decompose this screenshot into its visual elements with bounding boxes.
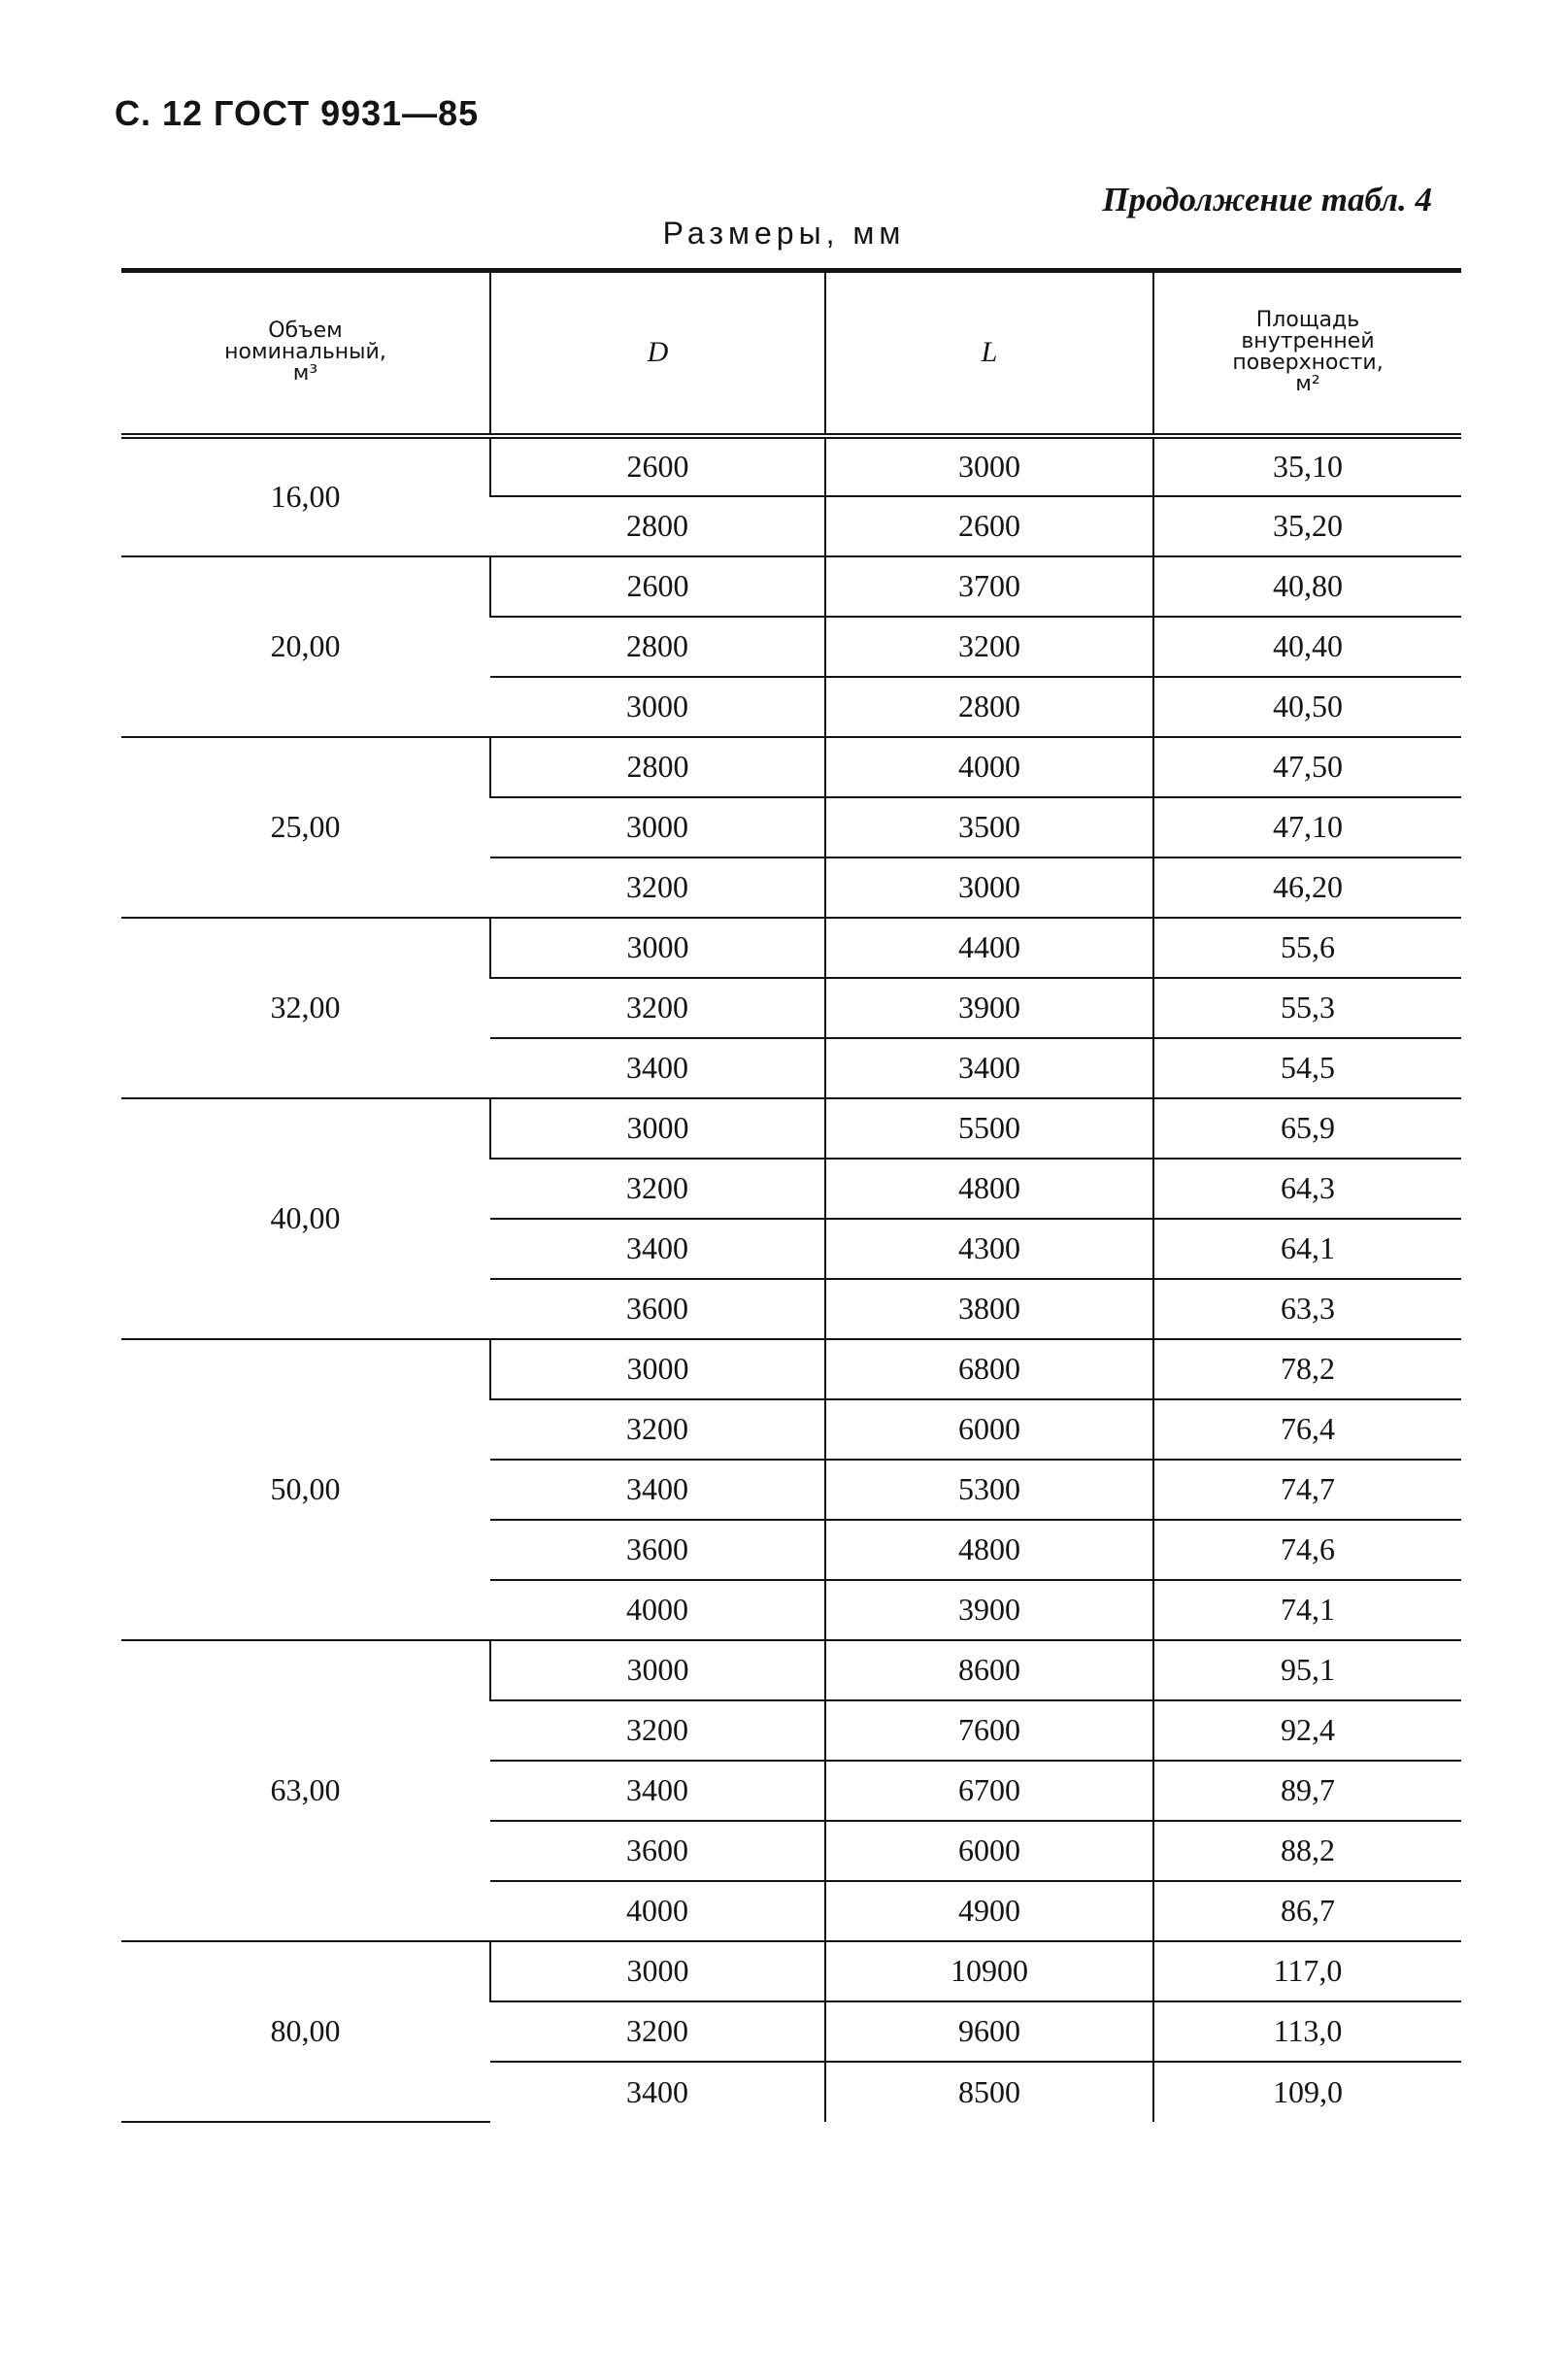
header-line: Площадь [1255, 308, 1360, 333]
length-cell: 5300 [825, 1460, 1153, 1520]
diameter-cell: 2800 [490, 737, 825, 797]
header-line: L [981, 336, 998, 369]
diameter-cell: 3200 [490, 978, 825, 1038]
header-line: поверхности, [1232, 351, 1384, 376]
length-cell: 6000 [825, 1821, 1153, 1881]
length-cell: 2600 [825, 496, 1153, 556]
surface-area-cell: 65,9 [1153, 1098, 1461, 1159]
nominal-volume-cell: 16,00 [121, 436, 490, 556]
diameter-cell: 3200 [490, 1159, 825, 1219]
surface-area-cell: 55,6 [1153, 918, 1461, 978]
diameter-cell: 3400 [626, 2073, 688, 2109]
diameter-cell: 3400 [490, 1219, 825, 1279]
table-row [121, 1339, 1461, 1399]
length-cell: 3700 [825, 556, 1153, 617]
diameter-cell: 2600 [490, 556, 825, 617]
length-cell: 4800 [825, 1520, 1153, 1580]
diameter-cell: 3000 [490, 918, 825, 978]
diameter-cell: 3400 [490, 1038, 825, 1098]
length-cell: 2800 [825, 677, 1153, 737]
diameter-cell: 3000 [490, 1098, 825, 1159]
table-row [121, 737, 1461, 797]
diameter-cell: 3400 [490, 1460, 825, 1520]
length-cell: 3800 [825, 1279, 1153, 1339]
diameter-cell: 2600 [490, 436, 825, 496]
dimensions-table-container [121, 268, 1461, 2123]
table-header-row [121, 271, 1461, 436]
diameter-cell: 3000 [490, 1339, 825, 1399]
table-row [121, 1640, 1461, 1700]
length-cell: 8600 [825, 1640, 1153, 1700]
length-cell: 6700 [825, 1761, 1153, 1821]
length-cell: 3500 [825, 797, 1153, 857]
page-header: С. 12 ГОСТ 9931—85 [115, 93, 480, 133]
length-cell: 4800 [825, 1159, 1153, 1219]
dimensions-table [121, 268, 1461, 2123]
length-cell: 9600 [825, 2001, 1153, 2062]
column-header-volume [121, 271, 490, 436]
surface-area-cell: 117,0 [1153, 1941, 1461, 2001]
diameter-cell: 3000 [490, 677, 825, 737]
header-line: внутренней [1241, 329, 1375, 354]
surface-area-cell: 47,10 [1153, 797, 1461, 857]
nominal-volume-cell: 50,00 [121, 1339, 490, 1640]
diameter-cell: 3200 [490, 2001, 825, 2062]
table-row [121, 1098, 1461, 1159]
length-cell: 4000 [825, 737, 1153, 797]
table-row [121, 918, 1461, 978]
surface-area-cell: 54,5 [1153, 1038, 1461, 1098]
length-cell: 7600 [825, 1700, 1153, 1761]
surface-area-cell: 35,20 [1153, 496, 1461, 556]
surface-area-cell: 86,7 [1153, 1881, 1461, 1941]
column-header-length [825, 271, 1153, 436]
table-row [121, 1941, 1461, 2001]
diameter-cell: 2800 [490, 617, 825, 677]
length-cell: 6800 [825, 1339, 1153, 1399]
nominal-volume-cell: 40,00 [121, 1098, 490, 1339]
surface-area-cell: 109,0 [1153, 2062, 1461, 2122]
surface-area-cell: 74,6 [1153, 1520, 1461, 1580]
diameter-cell: 4000 [490, 1881, 825, 1941]
column-header-diameter [490, 271, 825, 436]
surface-area-cell: 40,80 [1153, 556, 1461, 617]
diameter-cell: 3600 [490, 1821, 825, 1881]
length-cell: 4900 [825, 1881, 1153, 1941]
nominal-volume-cell: 80,00 [121, 1941, 490, 2122]
surface-area-cell: 89,7 [1153, 1761, 1461, 1821]
diameter-cell: 3600 [490, 1520, 825, 1580]
diameter-cell: 3600 [490, 1279, 825, 1339]
units-caption: Размеры, мм [662, 216, 906, 251]
diameter-cell: 3200 [490, 1700, 825, 1761]
length-cell: 4400 [825, 918, 1153, 978]
diameter-cell: 3400 [490, 1761, 825, 1821]
surface-area-cell: 78,2 [1153, 1339, 1461, 1399]
diameter-cell: 3000 [490, 1941, 825, 2001]
length-cell: 10900 [825, 1941, 1153, 2001]
diameter-cell: 3200 [490, 857, 825, 918]
table-row [121, 556, 1461, 617]
header-line: Объем [268, 319, 343, 344]
surface-area-cell: 64,1 [1153, 1219, 1461, 1279]
table-body [121, 436, 1461, 2122]
nominal-volume-cell: 32,00 [121, 918, 490, 1098]
length-cell: 3000 [825, 436, 1153, 496]
length-cell: 3900 [825, 978, 1153, 1038]
surface-area-cell: 63,3 [1153, 1279, 1461, 1339]
surface-area-cell: 88,2 [1153, 1821, 1461, 1881]
surface-area-cell: 74,1 [1153, 1580, 1461, 1640]
length-cell: 3400 [825, 1038, 1153, 1098]
surface-area-cell: 76,4 [1153, 1399, 1461, 1460]
nominal-volume-cell: 20,00 [121, 556, 490, 737]
length-cell: 6000 [825, 1399, 1153, 1460]
length-cell: 3000 [825, 857, 1153, 918]
header-line: м³ [292, 361, 318, 387]
header-line: номинальный, [224, 340, 386, 365]
diameter-cell: 3000 [490, 797, 825, 857]
length-cell: 5500 [825, 1098, 1153, 1159]
column-header-surface-area [1153, 271, 1461, 436]
table-continuation-note: Продолжение табл. 4 [1102, 181, 1432, 218]
surface-area-cell: 46,20 [1153, 857, 1461, 918]
surface-area-cell: 64,3 [1153, 1159, 1461, 1219]
length-cell: 8500 [825, 2062, 1153, 2122]
diameter-cell: 3200 [490, 1399, 825, 1460]
header-line: D [647, 336, 669, 369]
surface-area-cell: 95,1 [1153, 1640, 1461, 1700]
surface-area-cell: 92,4 [1153, 1700, 1461, 1761]
surface-area-cell: 55,3 [1153, 978, 1461, 1038]
diameter-cell: 3000 [490, 1640, 825, 1700]
surface-area-cell: 74,7 [1153, 1460, 1461, 1520]
surface-area-cell: 113,0 [1153, 2001, 1461, 2062]
diameter-cell: 2800 [490, 496, 825, 556]
header-line: м² [1295, 372, 1320, 397]
nominal-volume-cell: 25,00 [121, 737, 490, 918]
surface-area-cell: 47,50 [1153, 737, 1461, 797]
surface-area-cell: 40,40 [1153, 617, 1461, 677]
length-cell: 4300 [825, 1219, 1153, 1279]
length-cell: 3200 [825, 617, 1153, 677]
length-cell: 3900 [825, 1580, 1153, 1640]
table-row [121, 436, 1461, 496]
surface-area-cell: 40,50 [1153, 677, 1461, 737]
diameter-cell: 4000 [490, 1580, 825, 1640]
surface-area-cell: 35,10 [1153, 436, 1461, 496]
nominal-volume-cell: 63,00 [121, 1640, 490, 1941]
